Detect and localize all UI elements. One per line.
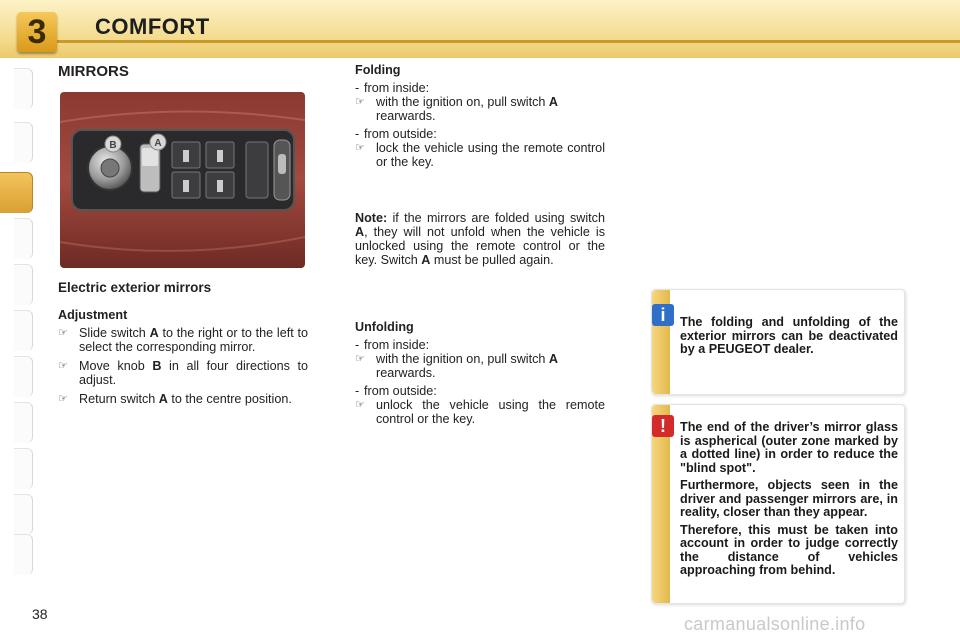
folding-note: Note: if the mirrors are folded using switch A, they will not unfold when the vehicle is unlocked using the remote control or the key. Switch A must be pulled again.	[355, 211, 605, 267]
list-item: ☞ Slide switch A to the right or to the left to select the corresponding mirror.	[58, 326, 308, 354]
pointing-finger-icon: ☞	[58, 393, 68, 405]
chapter-tab-8[interactable]	[14, 402, 33, 443]
pointing-finger-icon: ☞	[355, 142, 365, 154]
chapter-tab-6[interactable]	[14, 310, 33, 351]
adjustment-block	[58, 308, 308, 406]
warning-paragraph-2: Furthermore, objects seen in the driver and passenger mirrors are, in reality, closer than they appear.	[680, 478, 898, 519]
info-box	[651, 289, 905, 395]
chapter-tabs	[0, 68, 34, 574]
page-number: 38	[32, 606, 48, 622]
chapter-tab-9[interactable]	[14, 448, 33, 489]
unfolding-block: Unfolding - from inside: ☞ with the ignition on, pull switch A rearwards. - from outside: ☞ unlock the vehicle using the remote control or the key.	[355, 320, 605, 426]
chapter-tab-5[interactable]	[14, 264, 33, 305]
chapter-tab-3-active[interactable]	[0, 172, 33, 213]
chapter-number-badge: 3	[17, 12, 57, 52]
info-text: The folding and unfolding of the exterior mirrors can be deactivated by a PEUGEOT dealer.	[680, 315, 898, 356]
photo-label-a: A	[154, 138, 162, 149]
chapter-tab-7[interactable]	[14, 356, 33, 397]
door-panel-illustration	[60, 92, 305, 268]
chapter-tab-1[interactable]	[14, 68, 33, 109]
warning-text	[680, 421, 898, 582]
unfolding-heading: Unfolding	[355, 320, 414, 334]
note-label: Note:	[355, 211, 388, 225]
list-item: ☞ Return switch A to the centre position.	[58, 392, 292, 406]
chapter-title: COMFORT	[95, 14, 210, 39]
exclamation-icon: !	[652, 415, 674, 437]
list-item: ☞ with the ignition on, pull switch A rearwards.	[355, 352, 559, 380]
chapter-tab-11[interactable]	[14, 534, 33, 575]
chapter-tab-4[interactable]	[14, 218, 33, 259]
pointing-finger-icon: ☞	[355, 96, 365, 108]
info-icon: i	[652, 304, 674, 326]
section-title: MIRRORS	[58, 63, 129, 80]
warning-box	[651, 404, 905, 604]
list-item: ☞ lock the vehicle using the remote control or the key.	[355, 141, 605, 169]
list-item: ☞ Move knob B in all four directions to adjust.	[58, 359, 308, 387]
pointing-finger-icon: ☞	[58, 360, 68, 372]
list-item: ☞ unlock the vehicle using the remote control or the key.	[355, 398, 605, 426]
folding-heading: Folding	[355, 63, 401, 77]
header-rule	[40, 40, 960, 43]
photo-label-b: B	[109, 140, 117, 151]
watermark: carmanualsonline.info	[684, 614, 866, 634]
folding-block: Folding - from inside: ☞ with the ignition on, pull switch A rearwards. - from outside: ☞ lock the vehicle using the remote control or the key.	[355, 63, 605, 169]
pointing-finger-icon: ☞	[355, 399, 365, 411]
mirror-switch-photo	[60, 92, 305, 268]
warning-paragraph-1: The end of the driver’s mirror glass is aspherical (outer zone marked by a dotted line) in order to reduce the "blind spot".	[680, 420, 898, 475]
subsection-title: Electric exterior mirrors	[58, 280, 212, 295]
chapter-tab-2[interactable]	[14, 122, 33, 163]
adjustment-heading: Adjustment	[58, 308, 128, 322]
pointing-finger-icon: ☞	[355, 353, 365, 365]
warning-paragraph-3: Therefore, this must be taken into account in order to judge correctly the distance of vehicles approaching from behind.	[680, 522, 898, 577]
chapter-tab-10[interactable]	[14, 494, 33, 535]
list-item: ☞ with the ignition on, pull switch A rearwards.	[355, 95, 559, 123]
pointing-finger-icon: ☞	[58, 327, 68, 339]
